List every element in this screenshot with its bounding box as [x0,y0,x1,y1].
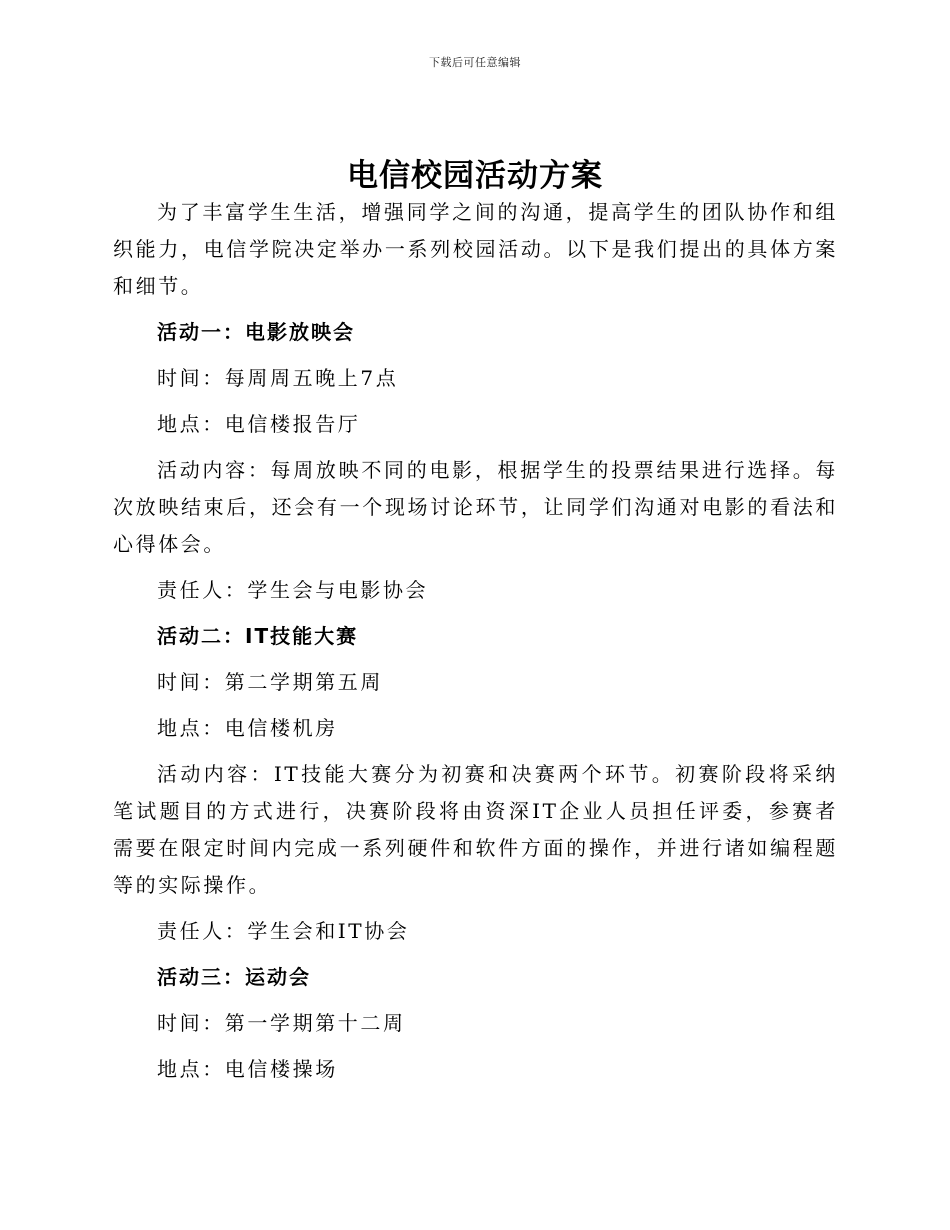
activity-1-place: 地点：电信楼报告厅 [157,412,361,436]
document-body [113,194,838,1088]
activity-1-content: 活动内容：每周放映不同的电影，根据学生的投票结果进行选择。每次放映结束后，还会有一个现场讨论环节，让同学们沟通对电影的看法和心得体会。 [113,458,838,556]
activity-1-owner: 责任人：学生会与电影协会 [157,578,429,602]
activity-2-heading: 活动二：IT技能大赛 [157,624,359,648]
header-note: 下载后可任意编辑 [429,56,521,69]
activity-1-time: 时间：每周周五晚上7点 [157,366,399,390]
activity-1-heading: 活动一：电影放映会 [157,320,355,344]
activity-3-place: 地点：电信楼操场 [157,1057,338,1081]
activity-2-place: 地点：电信楼机房 [157,716,338,740]
activity-2-content: 活动内容：IT技能大赛分为初赛和决赛两个环节。初赛阶段将采纳笔试题目的方式进行，决赛阶段将由资深IT企业人员担任评委，参赛者需要在限定时间内完成一系列硬件和软件方面的操作，并进行诸如编程题等的实际操作。 [113,762,838,897]
intro-paragraph: 为了丰富学生生活，增强同学之间的沟通，提高学生的团队协作和组织能力，电信学院决定举办一系列校园活动。以下是我们提出的具体方案和细节。 [113,200,838,298]
activity-3-heading: 活动三：运动会 [157,965,311,989]
activity-2-owner: 责任人：学生会和IT协会 [157,919,410,943]
activity-2-time: 时间：第二学期第五周 [157,670,383,694]
activity-3-time: 时间：第一学期第十二周 [157,1011,406,1035]
page-title: 电信校园活动方案 [347,158,603,194]
